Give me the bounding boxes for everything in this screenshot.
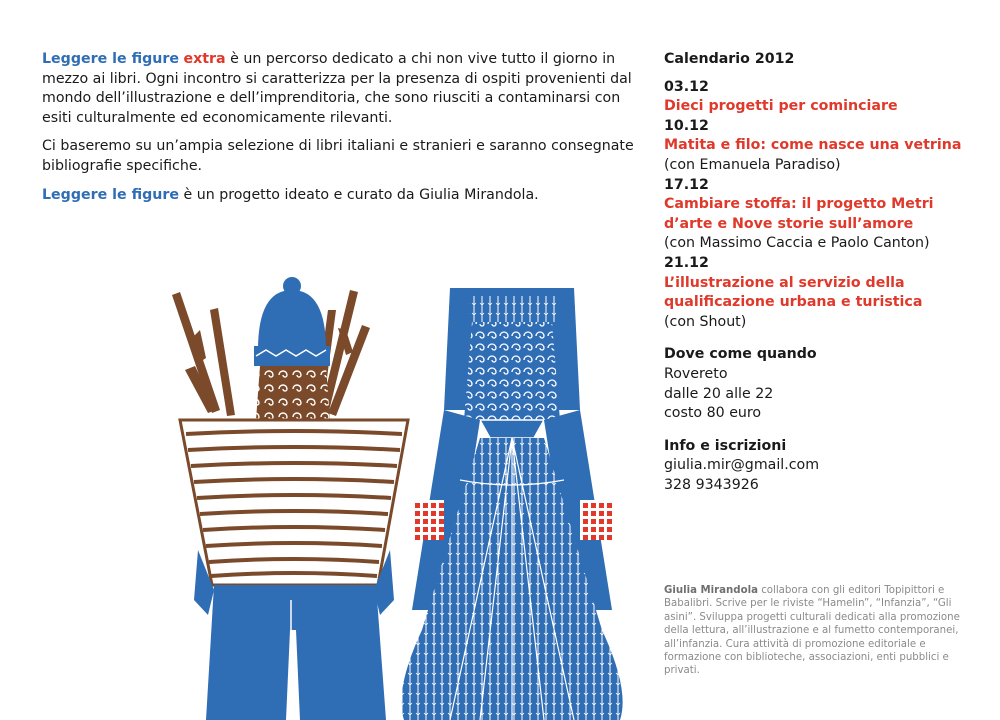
sidebar [664, 50, 984, 495]
brand-name: Leggere le figure [42, 51, 179, 67]
event-title: Matita e filo: come nasce una vetrina [664, 137, 962, 154]
event-guest: (con Emanuela Paradiso) [664, 156, 841, 173]
event-date: 21.12 [664, 254, 709, 271]
intro-text [42, 50, 642, 214]
bio-text: collabora con gli editori Topipittori e Babalibri. Scrive per le riviste “Hamelin”, “Infanzia”, “Gli asini”. Sviluppa progetti culturali dedicati alla promozione della lettura, all’illustrazione e al fumetto contemporanei, all’infanzia. Cura attività di promozione editoriale e formazione con biblioteche, associazioni, enti pubblici e privati. [664, 585, 960, 677]
bio-name: Giulia Mirandola [664, 585, 758, 596]
info-section [664, 437, 984, 496]
info-phone: 328 9343926 [664, 476, 759, 493]
figure-left [172, 277, 408, 720]
where-time: dalle 20 alle 22 [664, 385, 774, 402]
intro-paragraph-2: Ci baseremo su un’ampia selezione di libri italiani e stranieri e saranno consegnate bibliografie specifiche. [42, 138, 634, 174]
event-date: 17.12 [664, 176, 709, 193]
intro-p1-text: è un percorso dedicato a chi non vive tutto il giorno in mezzo ai libri. Ogni incontro si caratterizza per la presenza di ospiti provenienti dal mondo dell’illustrazione e dell’imprenditoria, che sono riusciti a contaminarsi con esiti culturalmente ed economicamente rilevanti. [42, 51, 632, 126]
event-title: L’illustrazione al servizio della qualificazione urbana e turistica [664, 274, 923, 311]
event-guest: (con Massimo Caccia e Paolo Canton) [664, 235, 930, 252]
author-bio [664, 584, 964, 678]
brand-extra: extra [183, 51, 226, 67]
info-title: Info e iscrizioni [664, 437, 787, 454]
event-list [664, 78, 984, 333]
event-date: 10.12 [664, 117, 709, 134]
calendar-title: Calendario 2012 [664, 51, 795, 67]
event-item [664, 78, 984, 117]
intro-paragraph-1 [42, 50, 642, 128]
intro-p3-text: è un progetto ideato e curato da Giulia Mirandola. [178, 186, 539, 203]
figure-right [401, 288, 622, 720]
folk-illustration [150, 270, 640, 720]
brand-name-2: Leggere le figure [42, 186, 179, 203]
event-item [664, 117, 984, 176]
event-item [664, 254, 984, 332]
where-cost: costo 80 euro [664, 405, 762, 422]
event-item [664, 176, 984, 254]
info-email[interactable]: giulia.mir@gmail.com [664, 457, 820, 474]
event-date: 03.12 [664, 78, 709, 95]
where-title: Dove come quando [664, 346, 817, 363]
intro-paragraph-3 [42, 186, 642, 206]
event-title: Dieci progetti per cominciare [664, 98, 898, 115]
where-place: Rovereto [664, 365, 728, 382]
event-title: Cambiare stoffa: il progetto Metri d’arte e Nove storie sull’amore [664, 196, 934, 232]
event-guest: (con Shout) [664, 313, 747, 330]
where-section [664, 345, 984, 423]
